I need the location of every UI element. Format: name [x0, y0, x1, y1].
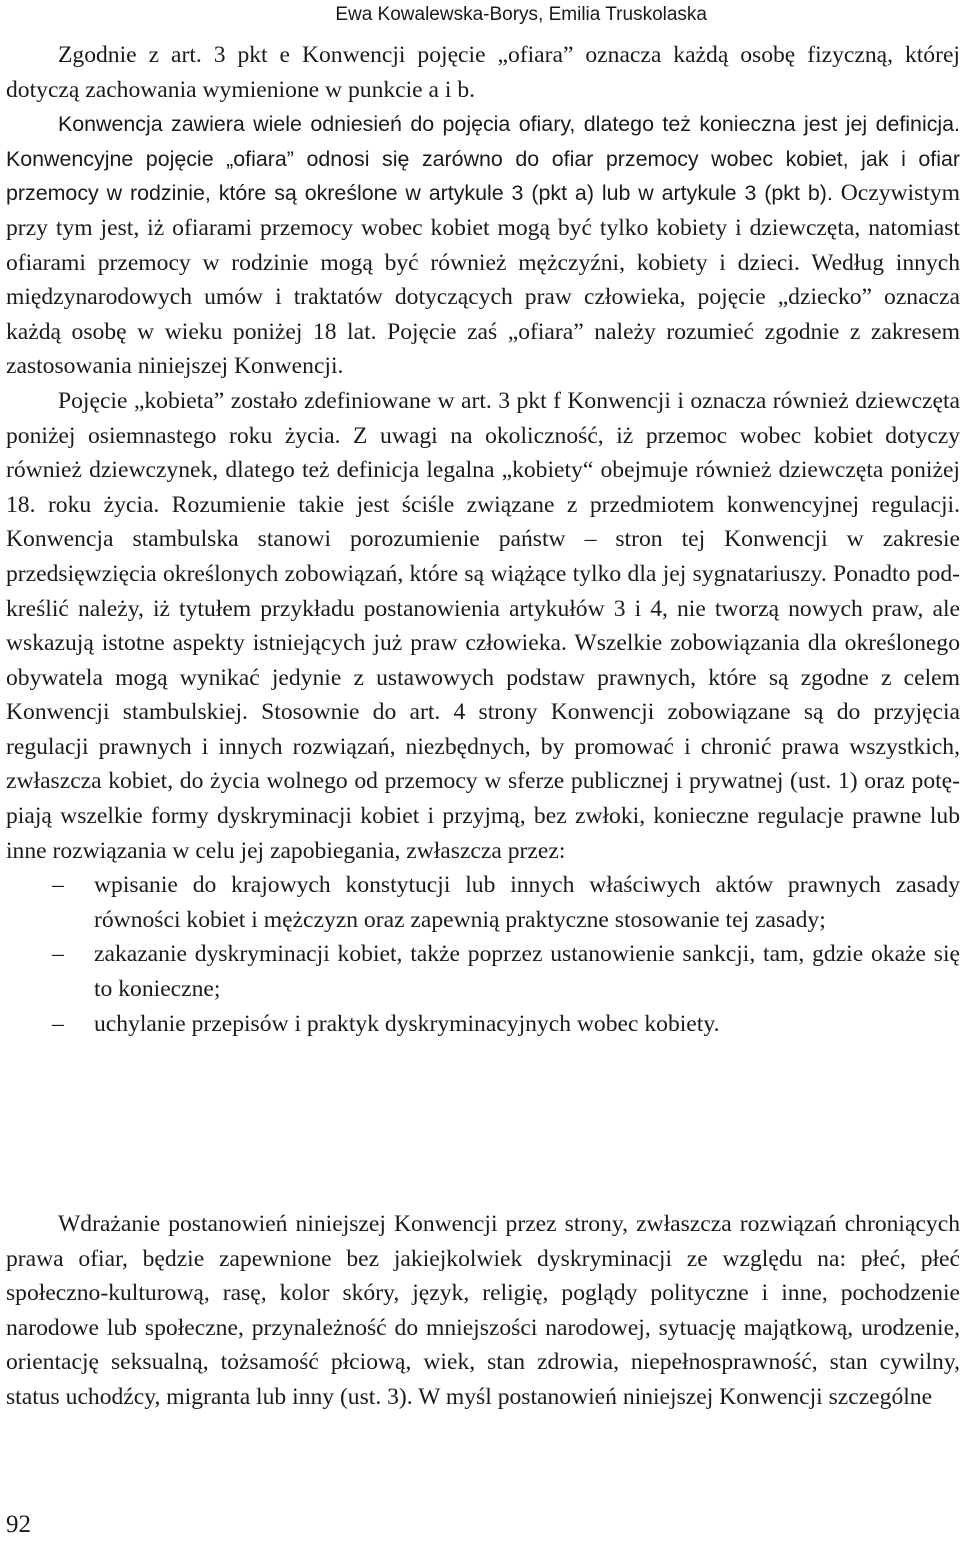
obligations-list: [6, 868, 960, 1041]
dash-bullet: –: [52, 1010, 64, 1037]
page-number: 92: [6, 1511, 31, 1538]
paragraph-victim-scope-serif-part: Oczywistym przy tym jest, iż ofiarami przemocy wobec kobiet mogą być tylko kobiety i dziewczęta, natomiast ofiarami przemocy w rodzinie mogą być również mężczyźni, kobiety i dzieci. Według innych międzynarodowych umów i traktatów dotyczących praw człowieka, pojęcie „dziecko” oznacza każdą osobę w wieku poniżej 18 lat. Pojęcie zaś „ofiara” należy rozumieć zgodnie z zakresem zastosowania niniejszej Konwencji.: [6, 180, 960, 380]
list-item: [6, 1007, 960, 1042]
list-item-text: wpisanie do krajowych konstytucji lub innych właściwych aktów prawnych zasady równości kobiet i mężczyzn oraz zapewnią praktyczne stosowanie tej zasady;: [94, 872, 960, 933]
list-item-text: uchylanie przepisów i praktyk dyskryminacyjnych wobec kobiety.: [94, 1010, 720, 1037]
paragraph-victim-scope: [6, 107, 960, 384]
paragraph-non-discrimination: Wdrażanie postanowień niniejszej Konwencji przez strony, zwłaszcza rozwiązań chroniących prawa ofiar, będzie zapewnione bez jakiejkolwiek dyskryminacji ze względu na: płeć, płeć społeczno-kulturową, rasę, kolor skóry, język, religię, poglądy polityczne i inne, pochodzenie narodowe lub społeczne, przynależność do mniejszości narodowej, sytuację majątkową, urodzenie, orientację seksualną, tożsamość płciową, wiek, stan zdrowia, niepełnosprawność, stan cywilny, status uchodźcy, migranta lub inny (ust. 3). W myśl postanowień niniejszej Konwencji szczególne: [6, 1211, 960, 1410]
continuation-text-column: [6, 1207, 960, 1415]
dash-bullet: –: [52, 941, 64, 968]
paragraph-victim-definition: Zgodnie z art. 3 pkt e Konwencji pojęcie „ofiara” oznacza każdą osobę fizyczną, której dotyczą zachowania wymienione w punkcie a i b.: [6, 42, 960, 103]
main-text-column: [6, 38, 960, 1041]
paragraph-woman-definition: Pojęcie „kobieta” zostało zdefiniowane w art. 3 pkt f Konwencji i oznacza również dziewczęta poniżej osiemnastego roku życia. Z uwagi na okoliczność, iż przemoc wobec kobiet dotyczy również dziewczynek, dlatego też definicja legalna „kobiety“ obejmuje również dziewczęta poniżej 18. roku życia. Rozumienie takie jest ściśle związane z przedmiotem konwencyjnej regulacji. Konwencja stambulska stanowi porozumienie państw – stron tej Konwencji w zakresie przedsięwzięcia określonych zobowiązań, które są wiążące tylko dla jej sygnatariuszy. Ponadto podkreślić należy, iż tytułem przykładu postanowienia artykułów 3 i 4, nie tworzą nowych praw, ale wskazują istotne aspekty istniejących już praw człowieka. Wszelkie zobowiązania dla określonego obywatela mogą wynikać jedynie z ustawowych podstaw prawnych, które są zgodne z celem Konwencji stambulskiej. Stosownie do art. 4 strony Konwencji zobowiązane są do przyjęcia regulacji prawnych i innych rozwiązań, niezbędnych, by promować i chronić prawa wszystkich, zwłaszcza kobiet, do życia wolnego od przemocy w sferze publicznej i prywatnej (ust. 1) oraz potępiają wszelkie formy dyskryminacji kobiet i przyjmą, bez zwłoki, konieczne regulacje prawne lub inne rozwiązania w celu jej zapobiegania, zwłaszcza przez:: [6, 387, 960, 864]
running-header: Ewa Kowalewska-Borys, Emilia Truskolaska: [335, 4, 707, 25]
list-item-text: zakazanie dyskryminacji kobiet, także poprzez ustanowienie sankcji, tam, gdzie okaże się to konieczne;: [94, 941, 960, 1003]
list-item: [6, 937, 960, 1006]
dash-bullet: –: [52, 872, 64, 899]
list-item: [6, 868, 960, 937]
paragraph-victim-scope-sans-part: Konwencja zawiera wiele odniesień do pojęcia ofiary, dlatego też konieczna jest jej definicja. Konwencyjne pojęcie „ofiara” odnosi się zarówno do ofiar przemocy wobec kobiet, jak i ofiar przemocy w rodzinie, które są określone w artykule 3 (pkt a) lub w artykule 3 (pkt b).: [6, 112, 960, 206]
